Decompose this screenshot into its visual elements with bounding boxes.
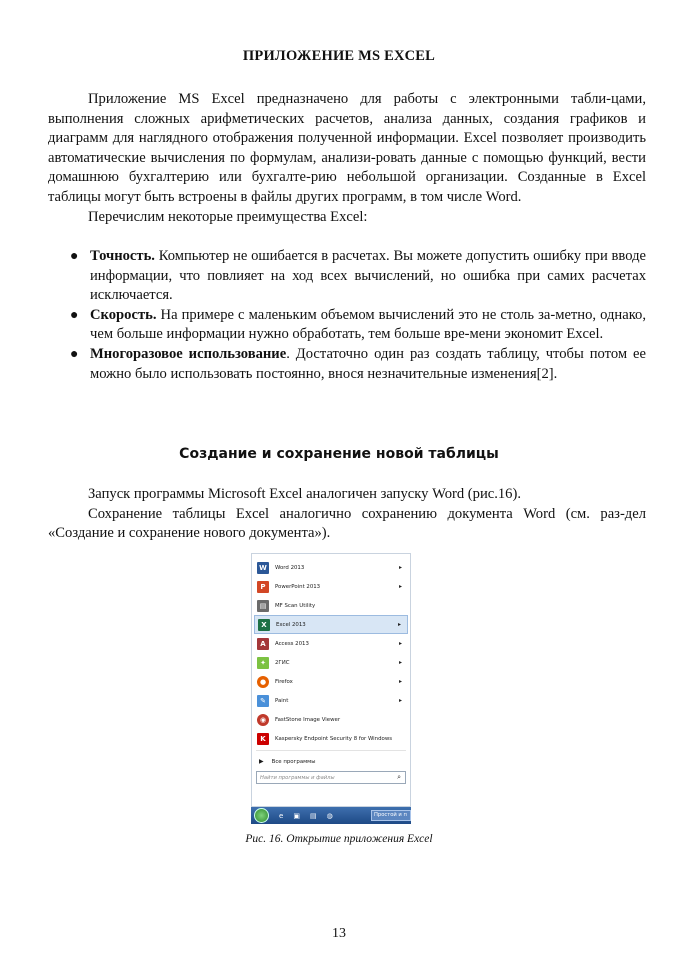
search-input[interactable]: [256, 771, 406, 784]
menu-item-label: Excel 2013: [276, 621, 306, 628]
advantage-text: Компьютер не ошибается в расчетах. Вы можете допустить ошибку при вводе информации, что повлияет на ход всех вычислений, но ошибка при самих расчетах исключается.: [90, 248, 646, 304]
page-title: ПРИЛОЖЕНИЕ MS EXCEL: [242, 48, 436, 64]
section-title: Создание и сохранение новой таблицы: [179, 446, 499, 462]
chevron-right-icon: ▸: [398, 583, 402, 590]
menu-item-faststone[interactable]: [254, 710, 408, 729]
advantage-term: Многоразовое использование: [90, 345, 287, 362]
word-icon: W: [257, 562, 269, 574]
search-placeholder: Найти программы и файлы: [260, 774, 335, 781]
menu-item-label: Word 2013: [275, 564, 305, 571]
all-programs-item[interactable]: [254, 752, 408, 771]
bullet-icon: ●: [70, 307, 79, 323]
advantages-list: [66, 247, 646, 384]
access-icon: A: [257, 638, 269, 650]
menu-divider: [256, 750, 406, 751]
menu-item-excel[interactable]: [254, 615, 408, 634]
launch-section: [48, 485, 646, 544]
menu-item-label: Firefox: [275, 678, 293, 685]
excel-icon: X: [258, 619, 270, 631]
taskbar-active-window[interactable]: Простой и п: [371, 810, 411, 821]
media-icon[interactable]: ▤: [309, 811, 317, 820]
advantage-text: На примере с маленьким объемом вычислений это не столь за-метно, однако, чем больше информации нужно обработать, тем больше вре-мени экономит Excel.: [90, 306, 646, 343]
advantage-text: . Достаточно один раз создать таблицу, чтобы потом ее можно было использовать постоянно, внося незначительные изменения[2].: [90, 345, 646, 382]
all-programs-label: Все программы: [271, 758, 316, 765]
app-icon[interactable]: ◍: [326, 811, 333, 820]
intro-paragraph: Приложение MS Excel предназначено для работы с электронными табли-цами, выполнения сложных арифметических расчетов, анализа данных, создания графиков и диаграмм для наглядного отображения полученной информации. Excel позволяет производить автоматические вычисления по формулам, анализи-ровать данные с помощью функций, вести домашнюю бухгалтерию или бухгалте-рию небольшой организации. Созданные в Excel таблицы могут быть встроены в файлы других программ, в том числе Word.: [48, 91, 646, 205]
list-item: [66, 345, 646, 384]
save-paragraph: Сохранение таблицы Excel аналогично сохранению документа Word (см. раз-дел «Создание и сохранение нового документа»).: [48, 505, 646, 542]
start-menu-screenshot: [251, 553, 411, 807]
menu-item-2gis[interactable]: [254, 653, 408, 672]
list-item: [66, 306, 646, 345]
menu-item-label: Access 2013: [275, 640, 309, 647]
chevron-right-icon: ▸: [397, 621, 401, 628]
menu-item-label: Kaspersky Endpoint Security 8 for Windows: [275, 735, 393, 742]
start-orb-icon[interactable]: [254, 808, 269, 823]
paint-icon: ✎: [257, 695, 269, 707]
menu-item-mf-scan[interactable]: [254, 596, 408, 615]
advantage-term: Скорость.: [90, 306, 157, 323]
chevron-right-icon: ▸: [398, 697, 402, 704]
advantages-lead: Перечислим некоторые преимущества Excel:: [88, 208, 368, 225]
advantage-term: Точность.: [90, 248, 155, 264]
chevron-right-icon: ▸: [398, 640, 402, 647]
menu-item-word[interactable]: [254, 558, 408, 577]
menu-item-label: Paint: [275, 697, 289, 704]
menu-item-firefox[interactable]: [254, 672, 408, 691]
menu-item-label: MF Scan Utility: [275, 602, 316, 609]
kaspersky-icon: K: [257, 733, 269, 745]
chevron-right-icon: ▸: [398, 659, 402, 666]
launch-paragraph: Запуск программы Microsoft Excel аналогичен запуску Word (рис.16).: [88, 486, 521, 502]
2gis-icon: ✦: [257, 657, 269, 669]
menu-item-label: 2ГИС: [275, 659, 290, 666]
explorer-icon[interactable]: ▣: [293, 811, 300, 820]
menu-item-paint[interactable]: [254, 691, 408, 710]
menu-item-powerpoint[interactable]: [254, 577, 408, 596]
taskbar: [251, 807, 411, 824]
eye-icon: ◉: [257, 714, 269, 726]
menu-item-kaspersky[interactable]: [254, 729, 408, 748]
powerpoint-icon: P: [257, 581, 269, 593]
list-item: [66, 247, 646, 306]
menu-item-label: PowerPoint 2013: [275, 583, 321, 590]
figure-caption: Рис. 16. Открытие приложения Excel: [245, 833, 433, 845]
scanner-icon: ▤: [257, 600, 269, 612]
search-icon: ⌕: [397, 773, 401, 781]
chevron-right-icon: ▶: [259, 758, 264, 765]
menu-item-access[interactable]: [254, 634, 408, 653]
intro-section: [48, 90, 646, 227]
menu-item-label: FastStone Image Viewer: [275, 716, 341, 723]
ie-icon[interactable]: e: [279, 811, 284, 820]
chevron-right-icon: ▸: [398, 564, 402, 571]
bullet-icon: ●: [70, 249, 79, 264]
page-number: 13: [332, 926, 346, 941]
firefox-icon: ●: [257, 676, 269, 688]
bullet-icon: ●: [70, 346, 79, 362]
chevron-right-icon: ▸: [398, 678, 402, 685]
